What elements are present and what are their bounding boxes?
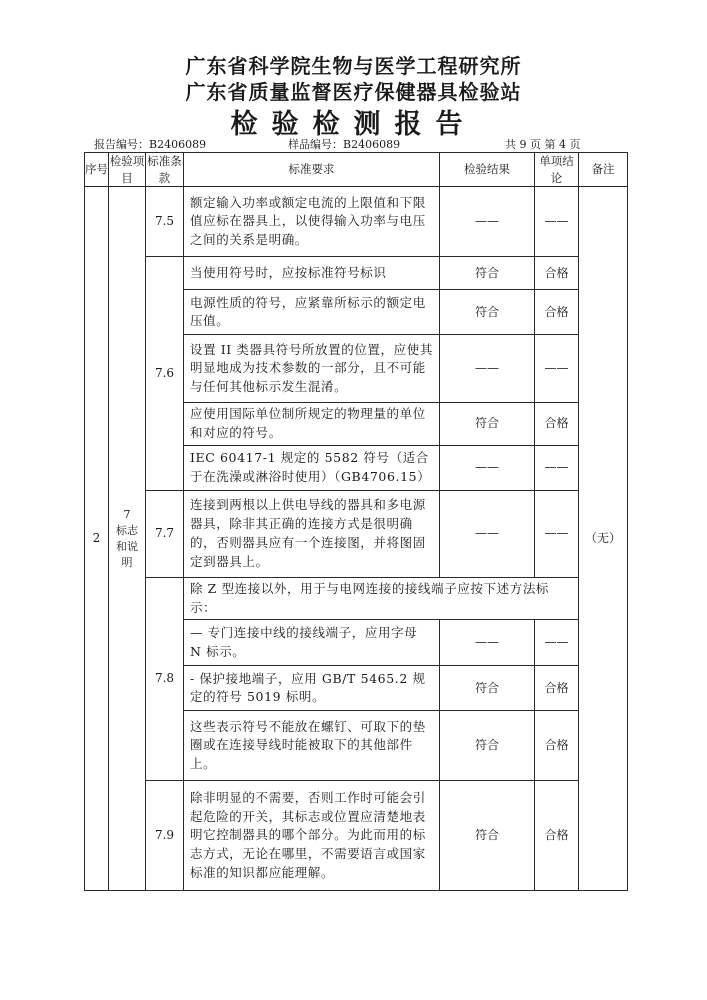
conclusion-cell: 合格: [535, 257, 579, 290]
report-title: 检验检测报告: [230, 109, 477, 140]
requirement-cell: 除 Z 型连接以外，用于与电网连接的接线端子应按下述方法标示：: [184, 577, 579, 620]
table-header-row: [85, 153, 628, 187]
header-note: 备注: [579, 153, 628, 187]
conclusion-cell: 合格: [535, 290, 579, 335]
conclusion-cell: 合格: [535, 781, 579, 891]
clause-7-6: 7.6: [146, 257, 184, 491]
result-cell: 符合: [440, 290, 535, 335]
clause-7-5: 7.5: [146, 187, 184, 257]
conclusion-cell: ——: [535, 187, 579, 257]
note-cell: （无）: [579, 187, 628, 891]
requirement-cell: — 专门连接中线的接线端子，应用字母 N 标示。: [184, 620, 440, 666]
clause-7-9: 7.9: [146, 781, 184, 891]
page-indicator: 共 9 页 第 4 页: [505, 138, 581, 151]
requirement-cell: IEC 60417-1 规定的 5582 符号（适合于在洗澡或淋浴时使用）（GB4706.15）: [184, 445, 440, 490]
header-clause: 标准条款: [146, 153, 184, 187]
header-seq: 序号: [85, 153, 109, 187]
result-cell: ——: [440, 490, 535, 577]
header-item: 检验项目: [109, 153, 146, 187]
requirement-cell: 除非明显的不需要，否则工作时可能会引起危险的开关，其标志或位置应清楚地表明它控制器具的哪个部分。为此而用的标志方式，无论在哪里，不需要语言或国家标准的知识都应能理解。: [184, 781, 440, 891]
table-row: [85, 187, 628, 257]
requirement-cell: 连接到两根以上供电导线的器具和多电源器具，除非其正确的连接方式是很明确的，否则器具应有一个连接图，并将图固定到器具上。: [184, 490, 440, 577]
clause-7-7: 7.7: [146, 490, 184, 577]
conclusion-cell: ——: [535, 445, 579, 490]
conclusion-cell: ——: [535, 620, 579, 666]
report-number: 报告编号：B2406089: [94, 138, 207, 151]
result-cell: ——: [440, 445, 535, 490]
conclusion-cell: 合格: [535, 711, 579, 781]
clause-7-8: 7.8: [146, 577, 184, 781]
category-number: 7: [123, 507, 131, 521]
requirement-cell: 应使用国际单位制所规定的物理量的单位和对应的符号。: [184, 403, 440, 446]
result-cell: ——: [440, 620, 535, 666]
result-cell: 符合: [440, 781, 535, 891]
seq-cell: 2: [85, 187, 109, 891]
institute-name: 广东省科学院生物与医学工程研究所: [185, 54, 522, 78]
conclusion-cell: 合格: [535, 403, 579, 446]
result-cell: 符合: [440, 257, 535, 290]
header-result: 检验结果: [440, 153, 535, 187]
conclusion-cell: ——: [535, 335, 579, 403]
result-cell: 符合: [440, 711, 535, 781]
station-name: 广东省质量监督医疗保健器具检验站: [185, 80, 522, 104]
sample-number: 样品编号：B2406089: [288, 138, 401, 151]
header-conclusion: 单项结论: [535, 153, 579, 187]
requirement-cell: 这些表示符号不能放在螺钉、可取下的垫圈或在连接导线时能被取下的其他部件上。: [184, 711, 440, 781]
conclusion-cell: ——: [535, 490, 579, 577]
table-row: [85, 257, 628, 290]
conclusion-cell: 合格: [535, 666, 579, 711]
table-row: [85, 781, 628, 891]
table-row: [85, 490, 628, 577]
header-requirement: 标准要求: [184, 153, 440, 187]
result-cell: 符合: [440, 403, 535, 446]
requirement-cell: 电源性质的符号，应紧靠所标示的额定电压值。: [184, 290, 440, 335]
result-cell: ——: [440, 187, 535, 257]
table-row: [85, 577, 628, 620]
requirement-cell: 设置 II 类器具符号所放置的位置，应使其明显地成为技术参数的一部分，且不可能与任何其他标示发生混淆。: [184, 335, 440, 403]
inspection-table: [84, 152, 628, 891]
category-cell: [109, 187, 146, 891]
requirement-cell: 额定输入功率或额定电流的上限值和下限值应标在器具上，以使得输入功率与电压之间的关系是明确。: [184, 187, 440, 257]
requirement-cell: - 保护接地端子，应用 GB/T 5465.2 规定的符号 5019 标明。: [184, 666, 440, 711]
category-name: 标志和说明: [116, 523, 138, 569]
result-cell: 符合: [440, 666, 535, 711]
requirement-cell: 当使用符号时，应按标准符号标识: [184, 257, 440, 290]
result-cell: ——: [440, 335, 535, 403]
